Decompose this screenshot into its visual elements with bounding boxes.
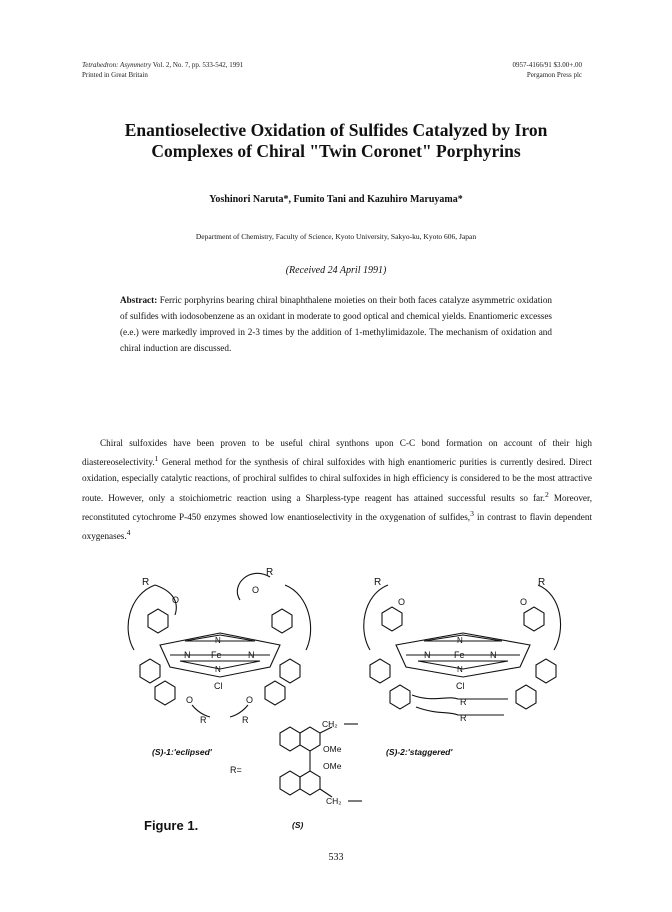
article-code: 0957-4166/91 $3.00+.00 bbox=[512, 61, 582, 69]
journal-header-right bbox=[513, 60, 582, 80]
printed-in: Printed in Great Britain bbox=[82, 71, 148, 79]
journal-name: Tetrahedron: Asymmetry bbox=[82, 61, 152, 69]
n-label: N bbox=[248, 650, 255, 660]
title-line-2: Complexes of Chiral "Twin Coronet" Porphyrins bbox=[151, 141, 521, 161]
n-label: N bbox=[184, 650, 191, 660]
structure-2-staggered bbox=[364, 577, 561, 723]
ch2-label-bottom: CH₂ bbox=[326, 796, 342, 806]
phenyl-ring bbox=[265, 681, 285, 705]
r-label-1d: R bbox=[242, 715, 249, 725]
phenyl-ring bbox=[148, 609, 168, 633]
o-label: O bbox=[246, 695, 254, 705]
phenyl-ring bbox=[516, 685, 536, 709]
r-label-2c: R bbox=[460, 697, 467, 707]
ref-3: 3 bbox=[470, 508, 474, 518]
affiliation: Department of Chemistry, Faculty of Science, Kyoto University, Sakyo-ku, Kyoto 606, Japan bbox=[195, 232, 477, 241]
ref-4: 4 bbox=[126, 528, 131, 538]
abstract bbox=[120, 292, 552, 356]
o-label: O bbox=[252, 585, 260, 595]
body-text-b: General method for the synthesis of chiral sulfoxides with high enantiomeric purities is currently desired. Direct oxidation, especially catalytic reactions, of prochiral sulfides to chiral sulfoxides in high efficiency is considered to be the most attractive route. However, only a stoichiometric reaction using a Sharpless-type reagent has attained successful results so far. bbox=[82, 457, 592, 503]
article-title bbox=[60, 120, 612, 162]
phenyl-ring bbox=[382, 607, 402, 631]
body-paragraph bbox=[82, 435, 592, 544]
r-equals: R= bbox=[230, 765, 242, 775]
ch2-label-top: CH₂ bbox=[322, 719, 338, 729]
r-label-2d: R bbox=[460, 713, 467, 723]
n-label: N bbox=[457, 636, 463, 645]
phenyl-ring bbox=[272, 609, 292, 633]
r-label-1a: R bbox=[142, 577, 150, 588]
n-label: N bbox=[215, 665, 221, 674]
r-group-binaphthyl bbox=[230, 719, 362, 830]
phenyl-ring bbox=[524, 607, 544, 631]
journal-header-left bbox=[82, 60, 243, 80]
fe-label: Fe bbox=[454, 650, 465, 660]
caption-structure-1: (S)-1:'eclipsed' bbox=[152, 747, 212, 757]
o-label: O bbox=[398, 597, 406, 607]
o-label: O bbox=[520, 597, 528, 607]
body-text-d: in contrast to flavin dependent oxygenases. bbox=[82, 512, 593, 542]
r-label-1c: R bbox=[200, 715, 207, 725]
body-text-a: Chiral sulfoxides have been proven to be useful chiral synthons upon C-C bond formation on account of their high diastereoselectivity. bbox=[82, 438, 592, 468]
n-label: N bbox=[424, 650, 431, 660]
stereo-label-s: (S) bbox=[292, 820, 304, 830]
ome-label-2: OMe bbox=[323, 761, 342, 771]
n-label: N bbox=[215, 636, 221, 645]
publisher: Pergamon Press plc bbox=[526, 71, 582, 79]
abstract-text: Ferric porphyrins bearing chiral binaphthalene moieties on their both faces catalyze asymmetric oxidation of sulfides with iodosobenzene as an oxidant in moderate to good optical and chemical yields. Enantiomeric excesses (e.e.) were markedly improved in 2-3 times by the addition of 1-methylimidazole. The mechanism of oxidation and chiral induction are discussed. bbox=[120, 295, 553, 353]
n-label: N bbox=[457, 665, 463, 674]
volume-info: Vol. 2, No. 7, pp. 533-542, 1991 bbox=[152, 61, 244, 69]
phenyl-ring bbox=[390, 685, 410, 709]
o-label: O bbox=[172, 595, 180, 605]
received-date: (Received 24 April 1991) bbox=[285, 265, 387, 276]
ome-label-1: OMe bbox=[323, 744, 342, 754]
fe-label: Fe bbox=[211, 650, 222, 660]
phenyl-ring bbox=[140, 659, 160, 683]
page-number: 533 bbox=[328, 852, 344, 863]
body-text-c: Moreover, reconstituted cytochrome P-450 enzymes showed low enantioselectivity in the oxygenation of sulfides, bbox=[82, 492, 592, 522]
caption-structure-2: (S)-2:'staggered' bbox=[386, 747, 453, 757]
phenyl-ring bbox=[155, 681, 175, 705]
cl-label: Cl bbox=[456, 681, 465, 691]
o-label: O bbox=[186, 695, 194, 705]
phenyl-ring bbox=[536, 659, 556, 683]
abstract-label: Abstract: bbox=[120, 295, 158, 305]
n-label: N bbox=[490, 650, 497, 660]
author-list: Yoshinori Naruta*, Fumito Tani and Kazuhiro Maruyama* bbox=[209, 194, 463, 205]
phenyl-ring bbox=[280, 659, 300, 683]
phenyl-ring bbox=[370, 659, 390, 683]
ref-2: 2 bbox=[544, 489, 549, 499]
r-label-2b: R bbox=[538, 577, 546, 588]
r-label-1b: R bbox=[266, 567, 274, 578]
figure-label: Figure 1. bbox=[144, 818, 199, 833]
cl-label: Cl bbox=[214, 681, 223, 691]
structure-1-eclipsed bbox=[128, 567, 310, 725]
ref-1: 1 bbox=[154, 454, 159, 464]
r-label-2a: R bbox=[374, 577, 382, 588]
title-line-1: Enantioselective Oxidation of Sulfides Catalyzed by Iron bbox=[124, 120, 548, 140]
